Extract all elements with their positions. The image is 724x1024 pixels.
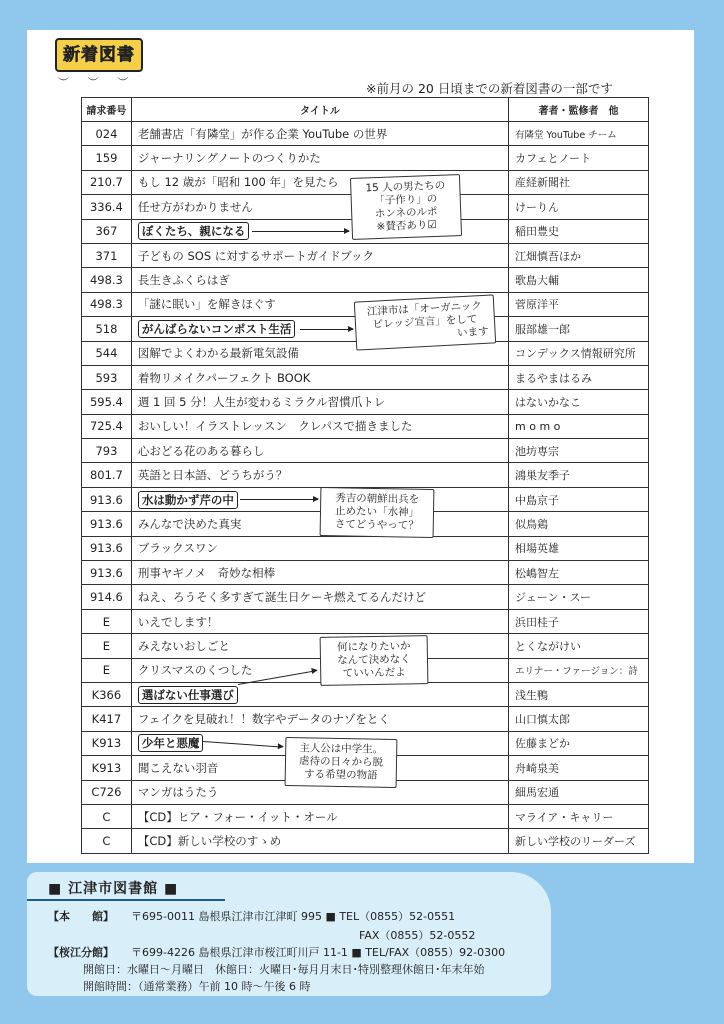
title-cell: 刑事ヤギノメ 奇妙な相棒 <box>131 561 508 585</box>
call-number-cell: 498.3 <box>82 292 132 316</box>
author-cell: 江畑慎吾ほか <box>509 243 649 267</box>
call-number-cell: 024 <box>82 122 132 146</box>
opening-days: 開館日：水曜日～月曜日 休館日：火曜日･毎月月末日･特別整理休館日･年末年始 <box>83 963 485 976</box>
title-cell: マンガはうたう <box>131 780 508 804</box>
author-cell: 服部雄一郎 <box>509 317 649 341</box>
author-cell: 山口慎太郎 <box>509 707 649 731</box>
title-cell: ジャーナリングノートのつくりかた <box>131 146 508 170</box>
title-cell: 着物リメイクパーフェクト BOOK <box>131 365 508 389</box>
bubble-line: ※賛否あり☑ <box>376 218 437 234</box>
author-cell: 池坊専宗 <box>509 439 649 463</box>
comment-bubble-parenting <box>350 174 462 240</box>
bubble-line: ビレッジ宣言」をして <box>372 313 478 331</box>
title-cell: クリスマスのくつした <box>131 658 508 682</box>
highlighted-title: 少年と悪魔 <box>138 734 204 752</box>
author-cell: m o m o <box>509 414 649 438</box>
bubble-line: 虐待の日々から脱 <box>298 755 384 769</box>
branch-library-address: 〒699-4226 島根県江津市桜江町川戸 11-1 ■ TEL/FAX（0855）92-0300 <box>131 946 506 959</box>
column-call-number: 請求番号 <box>82 98 132 122</box>
author-cell: 細馬宏通 <box>509 780 649 804</box>
title-cell: いえでします！ <box>131 609 508 633</box>
call-number-cell: 210.7 <box>82 170 132 194</box>
author-cell: 稲田豊史 <box>509 219 649 243</box>
call-number-cell: C726 <box>82 780 132 804</box>
table-row <box>82 536 649 560</box>
title-cell: 任せ方がわかりません <box>131 195 508 219</box>
author-cell: ジェーン・スー <box>509 585 649 609</box>
title-cell: 英語と日本語、どうちがう？ <box>131 463 508 487</box>
author-cell: 有隣堂 YouTube チーム <box>509 122 649 146</box>
table-row <box>82 609 649 633</box>
branch-library-label: 【桜江分館】 <box>48 946 114 959</box>
title-cell: みえないおしごと <box>131 634 508 658</box>
table-row <box>82 585 649 609</box>
call-number-cell: C <box>82 829 132 853</box>
main-library-address: 〒695-0011 島根県江津市江津町 995 ■ TEL（0855）52-0551 <box>131 910 456 923</box>
call-number-cell: 914.6 <box>82 585 132 609</box>
author-cell: 舟崎泉美 <box>509 756 649 780</box>
comment-bubble-career <box>320 635 429 686</box>
call-number-cell: K913 <box>82 756 132 780</box>
table-row <box>82 707 649 731</box>
bubble-line: 秀吉の朝鮮出兵を <box>335 492 420 506</box>
call-number-cell: E <box>82 609 132 633</box>
call-number-cell: 159 <box>82 146 132 170</box>
bubble-line: 15 人の男たちの <box>365 179 446 195</box>
author-cell: 鴻巣友季子 <box>509 463 649 487</box>
comment-bubble-water-god <box>320 487 435 538</box>
call-number-cell: 371 <box>82 243 132 267</box>
author-cell: 浅生鴨 <box>509 682 649 706</box>
title-cell <box>131 682 508 706</box>
call-number-cell: 518 <box>82 317 132 341</box>
column-author: 著者・監修者 他 <box>509 98 649 122</box>
bubble-line: ていいんだよ <box>342 666 406 680</box>
table-row <box>82 682 649 706</box>
author-cell: はないかなこ <box>509 390 649 414</box>
bubble-line: 止めたい「水神」 <box>334 505 420 519</box>
highlighted-title: 水は動かず芹の中 <box>138 491 238 509</box>
opening-hours: 開館時間：（通常業務）午前 10 時～午後 6 時 <box>83 980 311 993</box>
bubble-line: さてどうやって？ <box>334 518 419 532</box>
bubble-line: います <box>456 325 489 340</box>
title-cell: 子どもの SOS に対するサポートガイドブック <box>131 243 508 267</box>
title-cell: みんなで決めた真実 <box>131 512 508 536</box>
call-number-cell: 913.6 <box>82 487 132 511</box>
title-cell: 長生きふくらはぎ <box>131 268 508 292</box>
main-library-label: 【本 館】 <box>48 910 114 923</box>
author-cell: 佐藤まどか <box>509 731 649 755</box>
title-cell: もし 12 歳が「昭和 100 年」を見たら <box>131 170 508 194</box>
table-row <box>82 439 649 463</box>
face-doodles: ︶ ︶ ︶ <box>58 76 135 89</box>
call-number-cell: 595.4 <box>82 390 132 414</box>
bubble-line: ホンネのルポ <box>374 205 438 221</box>
author-cell: コンデックス情報研究所 <box>509 341 649 365</box>
bubble-line: 「子作り」の <box>374 192 438 208</box>
author-cell: 産経新聞社 <box>509 170 649 194</box>
bubble-line: なんて決めなく <box>337 653 411 667</box>
bubble-line: 主人公は中学生。 <box>299 742 384 756</box>
author-cell: まるやまはるみ <box>509 365 649 389</box>
call-number-cell: 593 <box>82 365 132 389</box>
header-note: ※前月の 20 日頃までの新着図書の一部です <box>366 81 613 96</box>
call-number-cell: K417 <box>82 707 132 731</box>
arrow-connector <box>240 499 318 500</box>
call-number-cell: C <box>82 804 132 828</box>
call-number-cell: 725.4 <box>82 414 132 438</box>
call-number-cell: K913 <box>82 731 132 755</box>
title-cell: 心おどる花のある暮らし <box>131 439 508 463</box>
author-cell: マライア・キャリー <box>509 804 649 828</box>
title-cell: ブラックスワン <box>131 536 508 560</box>
call-number-cell: K366 <box>82 682 132 706</box>
bubble-line: する希望の物語 <box>303 768 378 782</box>
table-row <box>82 829 649 853</box>
main-library-fax: FAX（0855）52-0552 <box>359 929 476 942</box>
bubble-line: 何になりたいか <box>336 640 411 654</box>
title-cell: おいしい！イラストレッスン クレパスで描きました <box>131 414 508 438</box>
title-cell: ねえ、ろうそく多すぎて誕生日ケーキ燃えてるんだけど <box>131 585 508 609</box>
author-cell: 歌島大輔 <box>509 268 649 292</box>
table-row <box>82 122 649 146</box>
author-cell: 中島京子 <box>509 487 649 511</box>
call-number-cell: 801.7 <box>82 463 132 487</box>
title-cell: 【CD】ヒア・フォー・イット・オール <box>131 804 508 828</box>
table-row <box>82 390 649 414</box>
title-cell: 【CD】新しい学校のすゝめ <box>131 829 508 853</box>
author-cell: 新しい学校のリーダーズ <box>509 829 649 853</box>
author-cell: 相場英雄 <box>509 536 649 560</box>
author-cell: エリナー・ファージョン：詩 <box>509 658 649 682</box>
author-cell: カフェとノート <box>509 146 649 170</box>
author-cell: とくながけい <box>509 634 649 658</box>
author-cell: けーりん <box>509 195 649 219</box>
call-number-cell: E <box>82 658 132 682</box>
call-number-cell: 913.6 <box>82 561 132 585</box>
arrow-connector <box>300 329 353 330</box>
call-number-cell: 793 <box>82 439 132 463</box>
table-row <box>82 243 649 267</box>
comment-bubble-compost <box>354 294 496 350</box>
title-cell: 老舗書店「有隣堂」が作る企業 YouTube の世界 <box>131 122 508 146</box>
call-number-cell: 336.4 <box>82 195 132 219</box>
call-number-cell: 498.3 <box>82 268 132 292</box>
author-cell: 菅原洋平 <box>509 292 649 316</box>
call-number-cell: 913.6 <box>82 512 132 536</box>
title-cell: 週 1 回 5 分！人生が変わるミラクル習慣爪トレ <box>131 390 508 414</box>
new-books-badge: 新着図書 <box>55 38 143 72</box>
library-name: ■ 江津市図書館 ■ <box>48 881 179 897</box>
author-cell: 似鳥鶏 <box>509 512 649 536</box>
highlighted-title: 選ばない仕事選び <box>138 686 238 704</box>
table-row <box>82 414 649 438</box>
highlighted-title: がんばらないコンポスト生活 <box>138 320 296 338</box>
author-cell: 浜田桂子 <box>509 609 649 633</box>
title-cell: 「謎に眠い」を解きほぐす <box>131 292 508 316</box>
call-number-cell: 367 <box>82 219 132 243</box>
arrow-connector <box>252 231 349 232</box>
table-row <box>82 146 649 170</box>
table-row <box>82 561 649 585</box>
title-cell: フェイクを見破れ！！数字やデータのナゾをとく <box>131 707 508 731</box>
title-underline <box>27 899 225 901</box>
author-cell: 松嶋智左 <box>509 561 649 585</box>
table-row <box>82 268 649 292</box>
bubble-line: 江津市は「オーガニック <box>366 300 482 319</box>
call-number-cell: 913.6 <box>82 536 132 560</box>
table-row <box>82 365 649 389</box>
title-cell: 図解でよくわかる最新電気設備 <box>131 341 508 365</box>
table-row <box>82 463 649 487</box>
title-cell: 聞こえない羽音 <box>131 756 508 780</box>
call-number-cell: E <box>82 634 132 658</box>
table-row <box>82 804 649 828</box>
highlighted-title: ぼくたち、親になる <box>138 222 250 240</box>
comment-bubble-boy-devil <box>285 737 398 788</box>
column-title: タイトル <box>131 98 508 122</box>
call-number-cell: 544 <box>82 341 132 365</box>
